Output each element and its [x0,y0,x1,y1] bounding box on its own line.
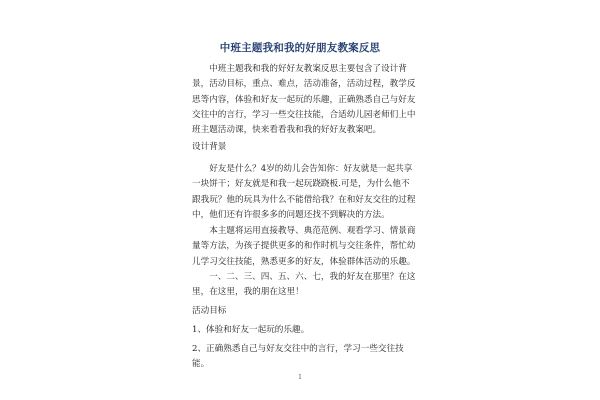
goal-item-1 [192,323,416,338]
goal-1-text: 1、体验和好友一起玩的乐趣。 [192,325,310,335]
method-paragraph [192,224,416,270]
intro-paragraph [192,62,416,138]
design-background-heading-block [192,140,416,155]
activity-goals-heading-block [192,304,416,319]
background-paragraph [192,162,416,223]
page-title: 中班主题我和我的好朋友教案反思 [219,42,381,54]
rhyme-text: 一、二、三、四、五、六、七，我的好友在那里？在这里，在这里，我的朋在这里！ [192,272,416,298]
intro-text: 中班主题我和我的好好友教案反思主要包含了设计背景，活动目标，重点、难点，活动准备，活动过程，教学反思等内容，体验和好友一起玩的乐趣，正确熟悉自己与好友交往中的言行，学习一些交往技能，合适幼儿园老师们上中班主题活动课，快来看看我和我的好好友教案吧。 [192,64,416,136]
rhyme-paragraph [192,270,416,301]
activity-goals-heading: 活动目标 [192,306,227,316]
page-number: 1 [298,374,302,381]
goal-2-text: 2、正确熟悉自己与好友交往中的言行，学习一些交往技能。 [192,344,404,370]
method-text: 本主题将运用直接教导、典范范例、观看学习、情景商量等方法，为孩子提供更多的和作时机与交往条件，帮忙幼儿学习交往技能，熟悉更多的好友，体验群体活动的乐趣。 [192,226,416,267]
design-background-heading: 设计背景 [192,142,227,152]
goal-item-2 [192,342,416,373]
background-text: 好友是什么？4岁的幼儿会告知你：好友就是一起共享一块饼干；好友就是和我一起玩跷跷板.可是，为什么他不跟我玩？他的玩具为什么不能借给我？在和好友交往的过程中，他们还有许很多多的问题还找不到解决的方法。 [192,164,416,220]
